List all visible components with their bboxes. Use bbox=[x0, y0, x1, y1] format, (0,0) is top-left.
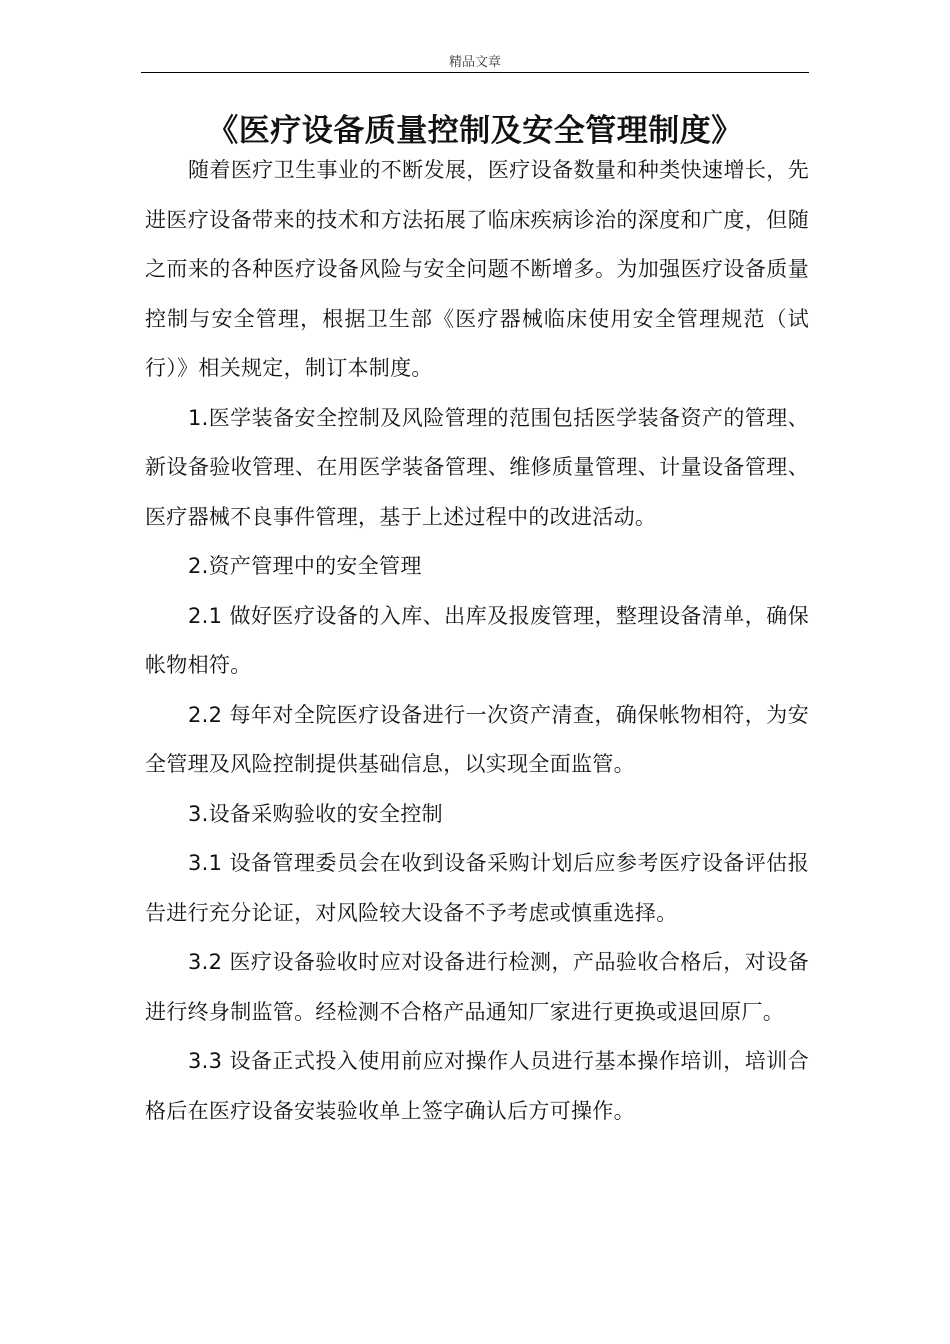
paragraph-2-1: 2.1 做好医疗设备的入库、出库及报废管理，整理设备清单，确保帐物相符。 bbox=[145, 603, 809, 677]
section-heading-3: 3.设备采购验收的安全控制 bbox=[188, 801, 443, 826]
document-title: 《医疗设备质量控制及安全管理制度》 bbox=[207, 112, 743, 149]
document-body bbox=[145, 146, 809, 1136]
paragraph-3-1: 3.1 设备管理委员会在收到设备采购计划后应参考医疗设备评估报告进行充分论证，对风险较大设备不予考虑或慎重选择。 bbox=[145, 851, 809, 925]
paragraph-3-2: 3.2 医疗设备验收时应对设备进行检测，产品验收合格后，对设备进行终身制监管。经检测不合格产品通知厂家进行更换或退回原厂。 bbox=[145, 950, 809, 1024]
header-label: 精品文章 bbox=[448, 55, 501, 70]
paragraph-intro: 随着医疗卫生事业的不断发展，医疗设备数量和种类快速增长，先进医疗设备带来的技术和方法拓展了临床疾病诊治的深度和广度，但随之而来的各种医疗设备风险与安全问题不断增多。为加强医疗设备质量控制与安全管理，根据卫生部《医疗器械临床使用安全管理规范（试行）》相关规定，制订本制度。 bbox=[145, 158, 809, 380]
section-heading-2: 2.资产管理中的安全管理 bbox=[188, 554, 422, 578]
paragraph-section-1: 1.医学装备安全控制及风险管理的范围包括医学装备资产的管理、新设备验收管理、在用医学装备管理、维修质量管理、计量设备管理、医疗器械不良事件管理，基于上述过程中的改进活动。 bbox=[145, 405, 809, 529]
paragraph-3-3: 3.3 设备正式投入使用前应对操作人员进行基本操作培训，培训合格后在医疗设备安装验收单上签字确认后方可操作。 bbox=[145, 1049, 809, 1123]
paragraph-2-2: 2.2 每年对全院医疗设备进行一次资产清查，确保帐物相符，为安全管理及风险控制提供基础信息，以实现全面监管。 bbox=[145, 702, 809, 776]
header-divider bbox=[141, 72, 809, 73]
